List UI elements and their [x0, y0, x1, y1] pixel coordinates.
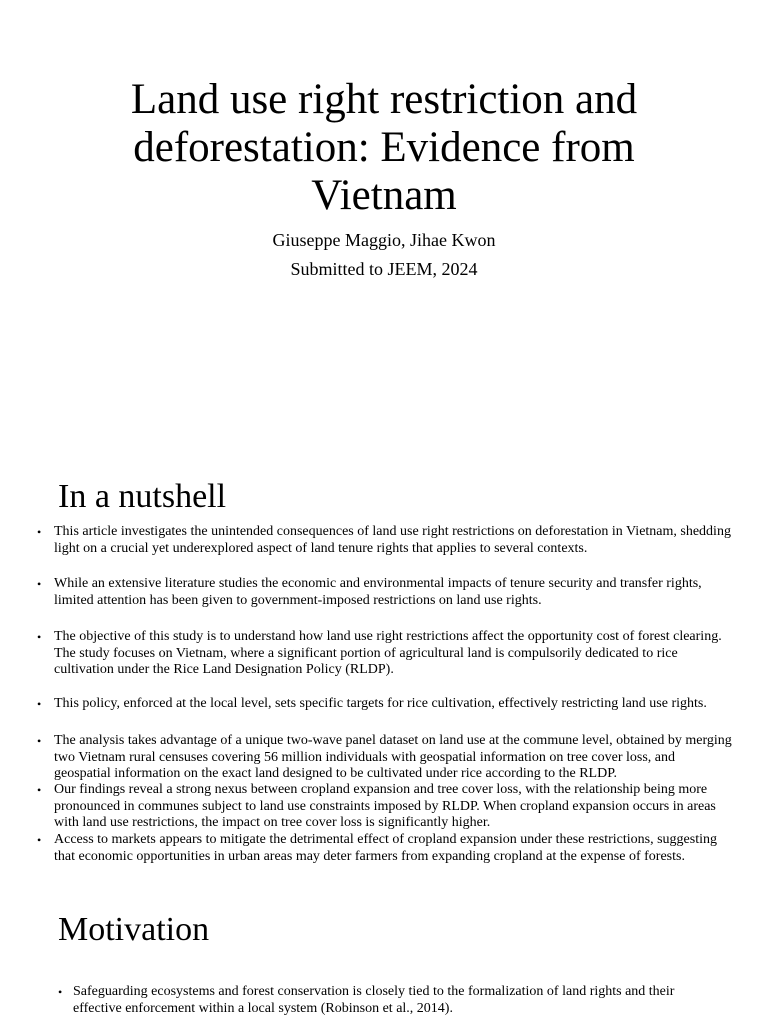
title-slide — [0, 0, 768, 440]
section-title-nutshell: In a nutshell — [58, 478, 227, 515]
bullet-icon: • — [58, 985, 63, 999]
bullet-text: While an extensive literature studies the economic and environmental impacts of tenure security and transfer rights, limited attention has been given to government-imposed restrictions on land use rights. — [54, 576, 702, 608]
bullet-icon: • — [37, 783, 42, 797]
bullet-icon: • — [37, 630, 42, 644]
bullet-icon: • — [37, 577, 42, 591]
bullet-text: Safeguarding ecosystems and forest conservation is closely tied to the formalization of land rights and their effective enforcement within a local system (Robinson et al., 2014). — [73, 984, 675, 1016]
list-item — [37, 629, 734, 679]
bullet-icon: • — [37, 525, 42, 539]
motivation-slide — [0, 880, 768, 1024]
list-item — [37, 524, 734, 557]
list-item — [58, 984, 713, 1017]
authors: Giuseppe Maggio, Jihae Kwon — [272, 230, 496, 250]
bullet-text: The objective of this study is to understand how land use right restrictions affect the opportunity cost of forest clearing. The study focuses on Vietnam, where a significant portion of agricultural land is compulsorily dedicated to rice cultivation under the Rice Land Designation Policy (RLDP). — [54, 629, 722, 677]
list-item — [37, 782, 734, 832]
bullet-icon: • — [37, 734, 42, 748]
list-item — [37, 576, 734, 609]
submission-note: Submitted to JEEM, 2024 — [290, 259, 478, 279]
bullet-text: Our findings reveal a strong nexus between cropland expansion and tree cover loss, with the relationship being more pronounced in communes subject to land use constraints imposed by RLDP. When cropland expansion occurs in areas with land use restrictions, the impact on tree cover loss is significantly higher. — [54, 782, 716, 830]
list-item — [37, 832, 734, 865]
bullet-icon: • — [37, 697, 42, 711]
bullet-text: This policy, enforced at the local level, sets specific targets for rice cultivation, effectively restricting land use rights. — [54, 696, 707, 711]
list-item — [37, 696, 734, 713]
nutshell-slide — [0, 440, 768, 868]
section-title-motivation: Motivation — [58, 911, 210, 948]
bullet-icon: • — [37, 833, 42, 847]
page-title: Land use right restriction and deforestation: Evidence from Vietnam — [130, 76, 638, 219]
bullet-text: The analysis takes advantage of a unique two-wave panel dataset on land use at the commune level, obtained by merging two Vietnam rural censuses covering 56 million individuals with geospatial information on tree cover loss, and geospatial information on the exact land designed to be cultivated under rice according to the RLDP. — [54, 733, 732, 781]
bullet-text: Access to markets appears to mitigate the detrimental effect of cropland expansion under these restrictions, suggesting that economic opportunities in urban areas may deter farmers from expanding cropland at the expense of forests. — [54, 832, 717, 864]
list-item — [37, 733, 734, 783]
bullet-text: This article investigates the unintended consequences of land use right restrictions on deforestation in Vietnam, shedding light on a crucial yet underexplored aspect of land tenure rights that applies to several contexts. — [54, 524, 731, 556]
